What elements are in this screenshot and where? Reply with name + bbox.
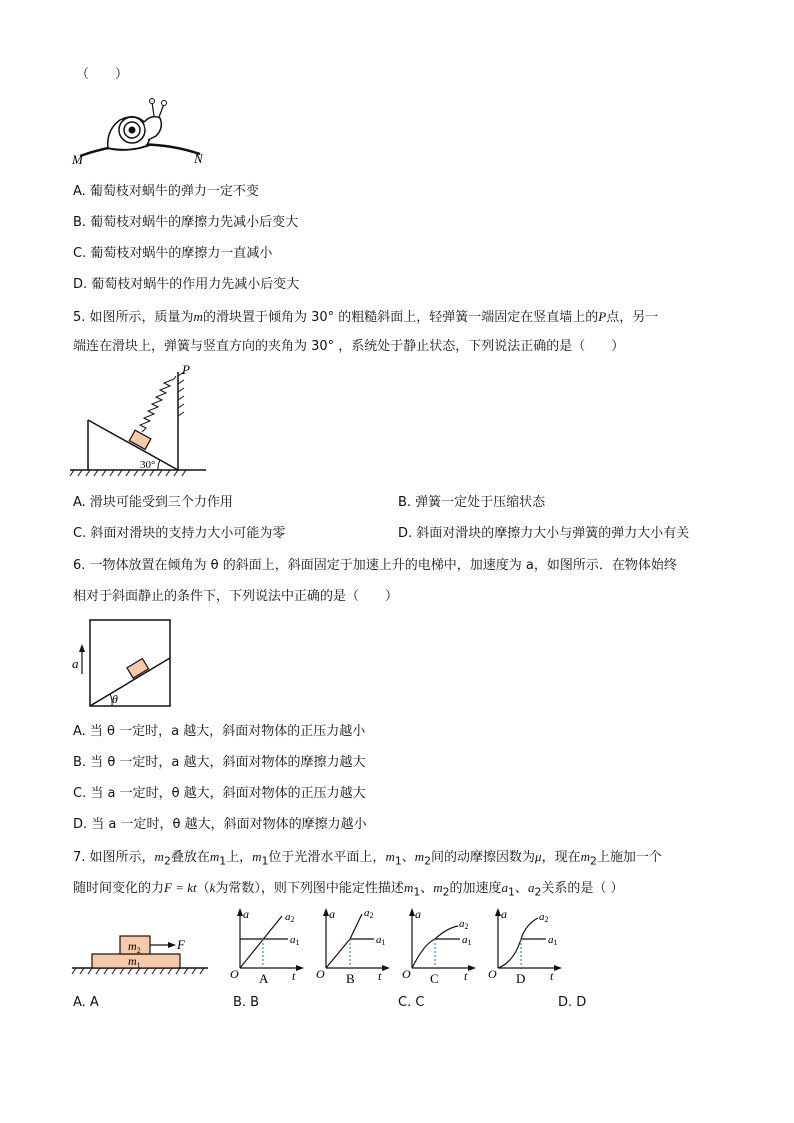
svg-text:a1: a1 bbox=[462, 934, 472, 947]
q5-stem-line1: 5. 如图所示，质量为m的滑块置于倾角为 30° 的粗糙斜面上，轻弹簧一端固定在竖直墙上的P点，另一 bbox=[73, 309, 659, 325]
svg-text:a2: a2 bbox=[459, 918, 469, 931]
svg-text:a: a bbox=[329, 907, 335, 921]
q5-option-d[interactable]: D. 斜面对滑块的摩擦力大小与弹簧的弹力大小有关 bbox=[398, 526, 690, 541]
q7-option-a[interactable]: A. A bbox=[73, 995, 99, 1010]
q5-option-a[interactable]: A. 滑块可能受到三个力作用 bbox=[73, 495, 233, 510]
q5-option-b[interactable]: B. 弹簧一定处于压缩状态 bbox=[398, 495, 546, 510]
elevator-incline-figure bbox=[70, 618, 174, 710]
q6-option-c[interactable]: C. 当 a 一定时，θ 越大，斜面对物体的正压力越大 bbox=[73, 786, 366, 801]
snail-on-branch-figure bbox=[70, 92, 210, 172]
svg-text:O: O bbox=[316, 967, 325, 981]
stacked-blocks-figure bbox=[72, 928, 212, 980]
svg-text:a: a bbox=[415, 907, 421, 921]
svg-text:O: O bbox=[402, 967, 411, 981]
svg-text:O: O bbox=[488, 967, 497, 981]
theta-label: θ bbox=[112, 692, 118, 706]
force-f-label: F bbox=[177, 937, 185, 952]
svg-text:a2: a2 bbox=[285, 911, 295, 924]
q4-option-b[interactable]: B. 葡萄枝对蜗牛的摩擦力先减小后变大 bbox=[73, 215, 299, 230]
q4-option-c[interactable]: C. 葡萄枝对蜗牛的摩擦力一直减小 bbox=[73, 246, 273, 261]
point-p-label: P bbox=[182, 362, 190, 377]
q6-option-a[interactable]: A. 当 θ 一定时，a 越大，斜面对物体的正压力越小 bbox=[73, 724, 366, 739]
svg-text:O: O bbox=[230, 967, 239, 981]
q7-option-d[interactable]: D. D bbox=[558, 995, 587, 1010]
q5-stem-line2: 端连在滑块上，弹簧与竖直方向的夹角为 30° ，系统处于静止状态，下列说法正确的是（ ） bbox=[73, 339, 625, 354]
svg-text:a2: a2 bbox=[364, 907, 374, 920]
svg-text:a1: a1 bbox=[376, 934, 386, 947]
q4-answer-paren: （ ） bbox=[76, 67, 129, 82]
q7-stem-line2: 随时间变化的力F = kt（k为常数），则下列图中能定性描述$m_1$、$m_2$的加速度$a_1$、$a_2$关系的是（ ） bbox=[73, 880, 624, 899]
q6-stem-line2: 相对于斜面静止的条件下，下列说法中正确的是（ ） bbox=[73, 589, 399, 604]
q5-option-c[interactable]: C. 斜面对滑块的支持力大小可能为零 bbox=[73, 526, 286, 541]
svg-text:a1: a1 bbox=[290, 934, 300, 947]
graph-b[interactable] bbox=[316, 906, 396, 986]
block-m1-label: $m_1$ bbox=[128, 954, 141, 970]
acceleration-a-label: a bbox=[72, 656, 79, 671]
point-m-label: M bbox=[72, 152, 83, 167]
graph-b-label: B bbox=[346, 971, 355, 986]
svg-text:a: a bbox=[501, 907, 507, 921]
svg-text:t: t bbox=[378, 969, 382, 983]
incline-spring-figure bbox=[70, 362, 210, 478]
graph-c[interactable] bbox=[402, 906, 482, 986]
svg-text:t: t bbox=[292, 969, 296, 983]
point-n-label: N bbox=[194, 151, 203, 166]
graph-d[interactable] bbox=[488, 906, 568, 986]
q6-option-b[interactable]: B. 当 θ 一定时，a 越大，斜面对物体的摩擦力越大 bbox=[73, 755, 366, 770]
q7-stem-line1: 7. 如图所示，$m_2$叠放在$m_1$上，$m_1$位于光滑水平面上，$m_1$、$m_2$间的动摩擦因数为μ，现在$m_2$上施加一个 bbox=[73, 849, 662, 868]
svg-text:a1: a1 bbox=[548, 934, 558, 947]
q7-option-b[interactable]: B. B bbox=[233, 995, 260, 1010]
svg-text:t: t bbox=[464, 969, 468, 983]
graph-a[interactable] bbox=[230, 906, 310, 986]
block-m2-label: $m_2$ bbox=[128, 939, 141, 955]
incline-angle-label: 30° bbox=[140, 459, 156, 471]
q4-option-a[interactable]: A. 葡萄枝对蜗牛的弹力一定不变 bbox=[73, 184, 259, 199]
svg-text:a: a bbox=[243, 907, 249, 921]
graph-a-label: A bbox=[259, 971, 269, 986]
svg-text:t: t bbox=[550, 969, 554, 983]
svg-text:a2: a2 bbox=[539, 911, 549, 924]
q6-option-d[interactable]: D. 当 a 一定时，θ 越大，斜面对物体的摩擦力越小 bbox=[73, 817, 367, 832]
q7-option-c[interactable]: C. C bbox=[398, 995, 425, 1010]
graph-c-label: C bbox=[430, 971, 439, 986]
graph-d-label: D bbox=[516, 971, 526, 986]
q4-option-d[interactable]: D. 葡萄枝对蜗牛的作用力先减小后变大 bbox=[73, 277, 300, 292]
q6-stem-line1: 6. 一物体放置在倾角为 θ 的斜面上，斜面固定于加速上升的电梯中，加速度为 a，如图所示．在物体始终 bbox=[73, 558, 677, 573]
